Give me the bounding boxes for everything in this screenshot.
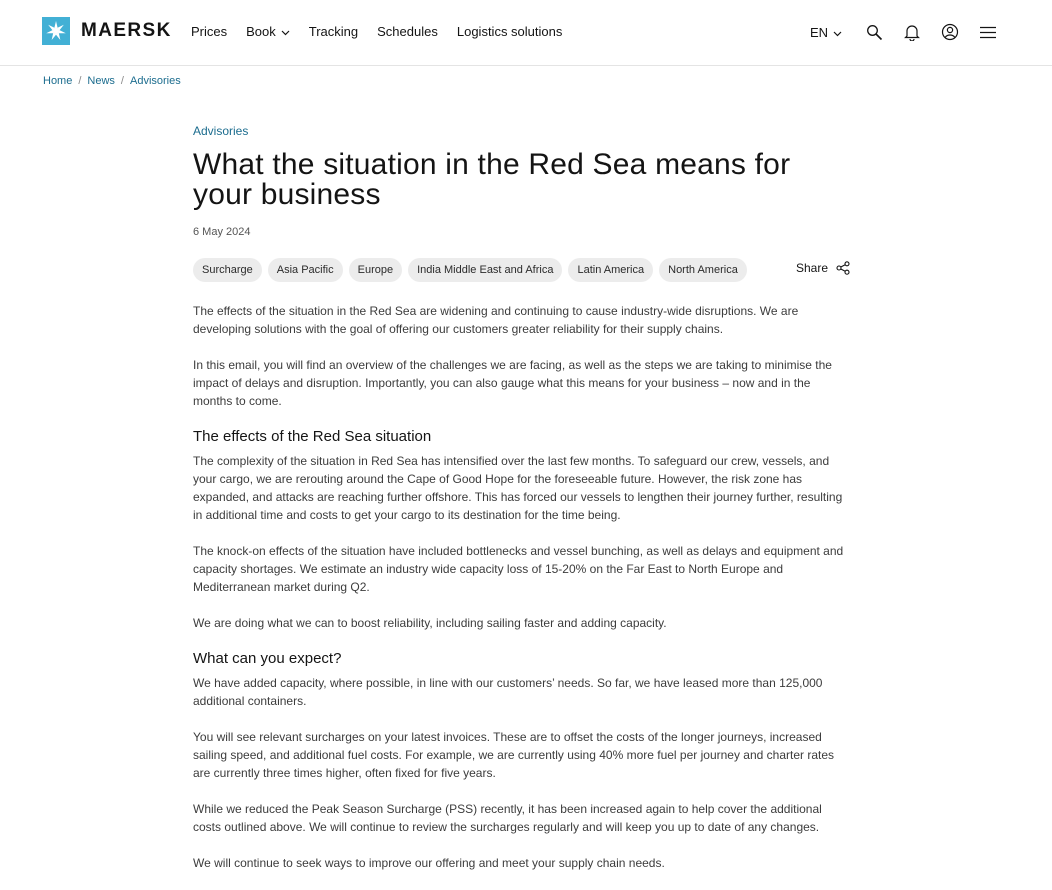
tag-europe[interactable]: Europe xyxy=(349,258,402,282)
article-date: 6 May 2024 xyxy=(193,226,251,238)
section-paragraph: The complexity of the situation in Red Sea has intensified over the last few months. To safeguard our crew, vessels, and your cargo, we are rerouting around the Cape of Good Hope for the foreseeable future. However, the risk zone has expanded, and attacks are reaching further offshore. This has forced our vessels to lengthen their journey further, resulting in additional time and costs to get your cargo to its destination for the time being. xyxy=(193,454,843,522)
language-label: EN xyxy=(810,24,829,40)
tags-row xyxy=(193,258,853,282)
nav-logistics-solutions[interactable]: Logistics solutions xyxy=(456,24,563,39)
breadcrumb-separator: / xyxy=(120,75,124,87)
header-tools xyxy=(810,22,998,42)
section-heading: The effects of the Red Sea situation xyxy=(193,428,432,445)
article-body xyxy=(193,302,853,872)
tag-latin-america[interactable]: Latin America xyxy=(568,258,653,282)
breadcrumb xyxy=(43,75,181,87)
section-paragraph: You will see relevant surcharges on your latest invoices. These are to offset the costs of the longer journeys, increased sailing speed, and additional fuel costs. For example, we are currently using 40% more fuel per journey and charter rates are currently three times higher, often fixed for five years. xyxy=(193,730,835,780)
nav-tracking[interactable]: Tracking xyxy=(308,24,359,39)
chevron-down-icon xyxy=(833,25,842,40)
intro-paragraph: In this email, you will find an overview of the challenges we are facing, as well as the steps we are taking to minimise the impact of delays and disruption. Importantly, you can also gauge what this means for your business – now and in the months to come. xyxy=(193,358,832,408)
tag-north-america[interactable]: North America xyxy=(659,258,747,282)
breadcrumb-advisories[interactable]: Advisories xyxy=(129,75,181,87)
share-icon xyxy=(836,261,850,275)
section-paragraph: We will continue to seek ways to improve our offering and meet your supply chain needs. xyxy=(193,856,665,870)
maersk-logo[interactable] xyxy=(42,17,172,45)
breadcrumb-news[interactable]: News xyxy=(87,75,115,87)
article-category[interactable]: Advisories xyxy=(193,124,249,138)
share-button[interactable] xyxy=(796,261,850,275)
tag-surcharge[interactable]: Surcharge xyxy=(193,258,262,282)
section-paragraph: We have added capacity, where possible, in line with our customers’ needs. So far, we have leased more than 125,000 additional containers. xyxy=(193,676,823,708)
section-paragraph: The knock-on effects of the situation have included bottlenecks and vessel bunching, as well as delays and equipment and capacity shortages. We estimate an industry wide capacity loss of 15-20% on the Far East to North Europe and Mediterranean market during Q2. xyxy=(193,544,844,594)
tag-asia-pacific[interactable]: Asia Pacific xyxy=(268,258,343,282)
tag-india-middle-east-africa[interactable]: India Middle East and Africa xyxy=(408,258,562,282)
intro-paragraph: The effects of the situation in the Red Sea are widening and continuing to cause industry-wide disruptions. We are developing solutions with the goal of offering our customers greater reliability for their supply chains. xyxy=(193,304,799,336)
nav-prices[interactable]: Prices xyxy=(191,24,228,39)
nav-schedules[interactable]: Schedules xyxy=(377,24,438,39)
user-icon[interactable] xyxy=(940,22,960,42)
star-icon xyxy=(42,17,70,45)
chevron-down-icon xyxy=(281,24,290,39)
bell-icon[interactable] xyxy=(902,22,922,42)
brand-name: MAERSK xyxy=(81,20,172,41)
menu-icon[interactable] xyxy=(978,22,998,42)
top-header xyxy=(0,0,1052,66)
share-label: Share xyxy=(795,261,828,275)
article xyxy=(193,124,853,890)
section-heading: What can you expect? xyxy=(193,650,342,667)
section-paragraph: While we reduced the Peak Season Surcharge (PSS) recently, it has been increased again to help cover the additional costs outlined above. We will continue to review the surcharges regularly and will keep you up to date of any changes. xyxy=(193,802,822,834)
section-paragraph: We are doing what we can to boost reliability, including sailing faster and adding capacity. xyxy=(193,616,667,630)
search-icon[interactable] xyxy=(864,22,884,42)
breadcrumb-separator: / xyxy=(78,75,82,87)
nav-book[interactable] xyxy=(246,24,290,39)
page-title: What the situation in the Red Sea means for your business xyxy=(193,148,791,211)
nav-book-label: Book xyxy=(246,24,276,39)
language-selector[interactable] xyxy=(810,25,842,40)
tag-list xyxy=(193,258,853,282)
breadcrumb-home[interactable]: Home xyxy=(43,75,73,87)
main-nav xyxy=(191,24,581,39)
